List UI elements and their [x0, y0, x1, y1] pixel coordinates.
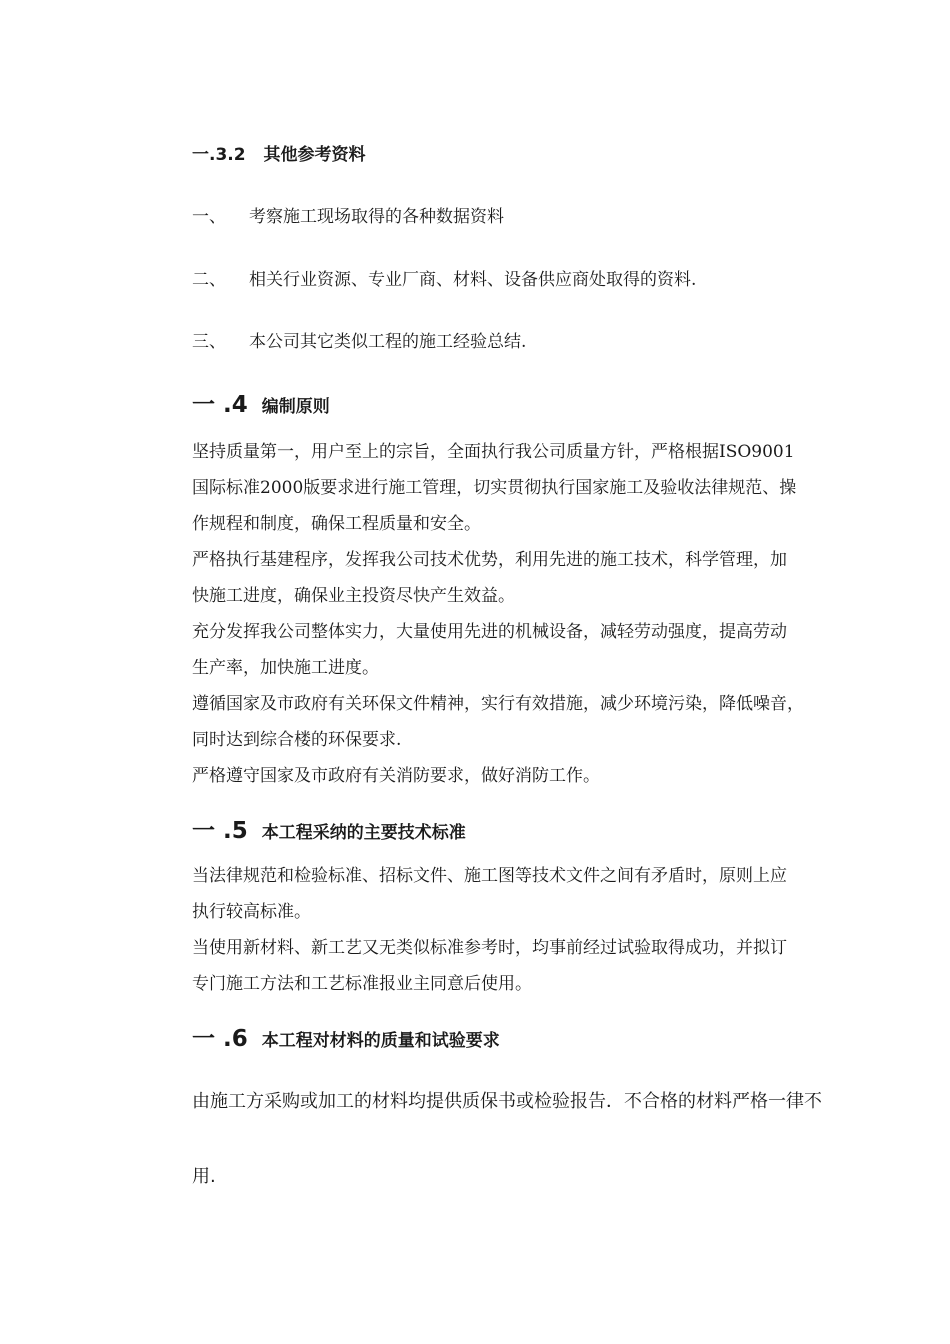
paragraph-line: 执行较高标准。	[192, 902, 311, 922]
list-mark: 三、	[192, 332, 226, 352]
section-heading-4	[192, 386, 330, 419]
paragraph-line: 专门施工方法和工艺标准报业主同意后使用。	[192, 974, 532, 994]
section-title: 编制原则	[261, 397, 330, 417]
list-mark: 二、	[192, 270, 226, 290]
list-item	[192, 327, 526, 352]
paragraph-line: 坚持质量第一，用户至上的宗旨，全面执行我公司质量方针，严格根据ISO9001	[192, 442, 795, 462]
paragraph-line: 当使用新材料、新工艺又无类似标准参考时，均事前经过试验取得成功，并拟订	[192, 938, 787, 958]
list-item	[192, 265, 696, 290]
paragraph-line: 严格执行基建程序，发挥我公司技术优势，利用先进的施工技术，科学管理，加	[192, 550, 787, 570]
section-number: 一.3.2	[192, 145, 246, 165]
list-mark: 一、	[192, 207, 226, 227]
paragraph-line: 严格遵守国家及市政府有关消防要求，做好消防工作。	[192, 766, 600, 786]
paragraph-line: 充分发挥我公司整体实力，大量使用先进的机械设备，减轻劳动强度，提高劳动	[192, 622, 787, 642]
section-title: 本工程对材料的质量和试验要求	[261, 1031, 500, 1051]
material-requirement-line: 用.	[192, 1166, 216, 1187]
list-text: 考察施工现场取得的各种数据资料	[249, 207, 504, 227]
section-number: 一 .4	[192, 392, 248, 418]
paragraph-line: 生产率，加快施工进度。	[192, 658, 379, 678]
paragraph-line: 遵循国家及市政府有关环保文件精神，实行有效措施，减少环境污染，降低噪音，	[192, 694, 804, 714]
section-heading-3-2	[192, 140, 366, 165]
section-title: 本工程采纳的主要技术标准	[261, 823, 466, 843]
section-heading-5	[192, 812, 466, 845]
paragraph-line: 快施工进度，确保业主投资尽快产生效益。	[192, 586, 515, 606]
section-number: 一 .6	[192, 1026, 248, 1052]
paragraph-line: 当法律规范和检验标准、招标文件、施工图等技术文件之间有矛盾时，原则上应	[192, 866, 787, 886]
standards-body	[192, 858, 882, 1002]
section-number: 一 .5	[192, 818, 248, 844]
principles-body	[192, 434, 882, 794]
list-item	[192, 202, 504, 227]
list-text: 本公司其它类似工程的施工经验总结.	[249, 332, 527, 352]
list-text: 相关行业资源、专业厂商、材料、设备供应商处取得的资料.	[249, 270, 697, 290]
material-requirement-line: 由施工方采购或加工的材料均提供质保书或检验报告．不合格的材料严格一律不	[192, 1091, 822, 1112]
paragraph-line: 作规程和制度，确保工程质量和安全。	[192, 514, 481, 534]
paragraph-line: 同时达到综合楼的环保要求.	[192, 730, 402, 750]
paragraph-line: 国际标准2000版要求进行施工管理，切实贯彻执行国家施工及验收法律规范、操	[192, 478, 797, 498]
section-heading-6	[192, 1020, 500, 1053]
section-title: 其他参考资料	[263, 145, 366, 165]
